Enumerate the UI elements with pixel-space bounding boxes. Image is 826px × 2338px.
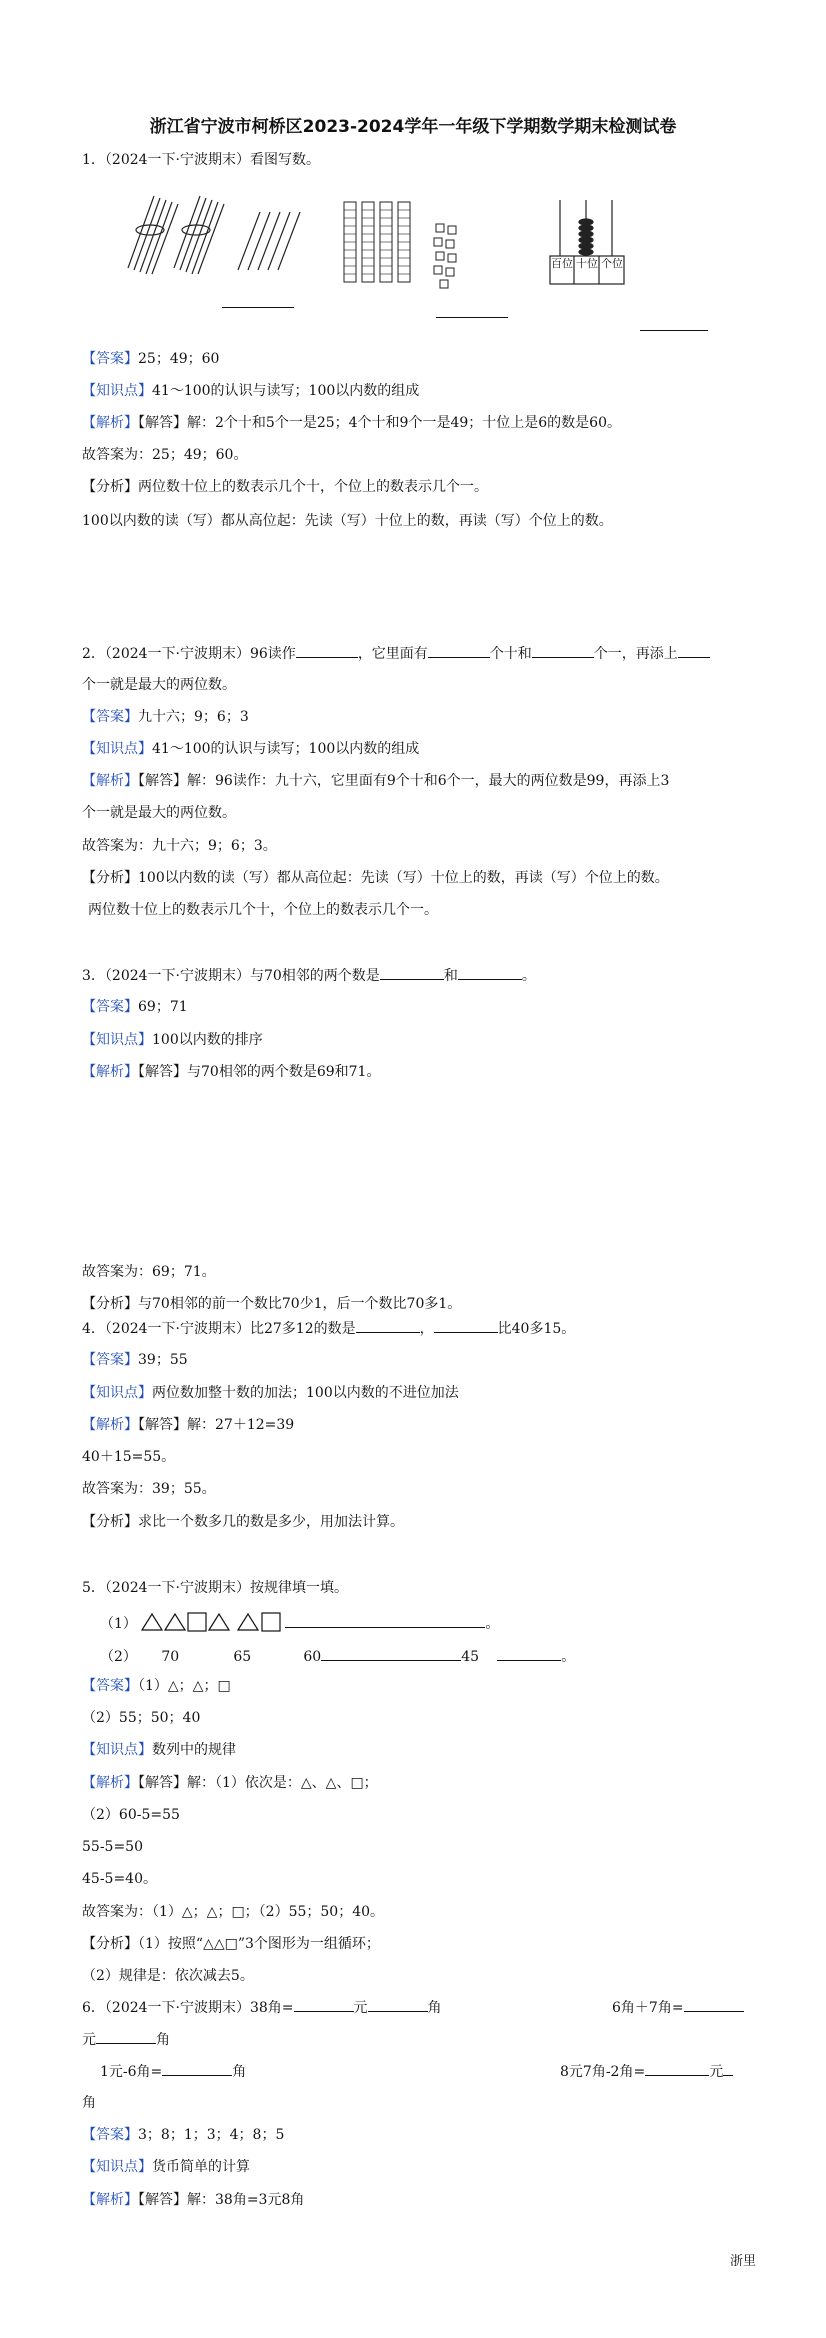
q5-solution-4: 45-5=40。 [82, 1871, 157, 1887]
q1-analysis: 【分析】两位数十位上的数表示几个十，个位上的数表示几个一。 [82, 479, 488, 495]
bundled-sticks-figure [120, 190, 320, 290]
q4-blank-2[interactable] [434, 1318, 498, 1333]
q6-answer: 【答案】3；8；1；3；4；8；5 [82, 2127, 285, 2143]
triangle-3 [209, 1614, 229, 1630]
q5-sub1-blank[interactable] [285, 1613, 485, 1628]
q1-conclusion: 故答案为：25；49；60。 [82, 447, 248, 463]
q2-stem-2: 个一就是最大的两位数。 [82, 677, 236, 693]
q3-solution: 【解析】【解答】与70相邻的两个数是69和71。 [82, 1064, 381, 1080]
q5-answer: 【答案】（1）△；△；□ [82, 1678, 231, 1694]
q1-blank-3[interactable] [640, 330, 708, 331]
stick-bundle-2 [174, 196, 224, 274]
q4-conclusion: 故答案为：39；55。 [82, 1481, 216, 1497]
q6-stem-3: 1元-6角= 角 [100, 2061, 246, 2082]
cube-rods-figure [340, 196, 490, 296]
q6-blank-2[interactable] [368, 1997, 428, 2012]
q6-blank-6[interactable] [645, 2061, 709, 2076]
q1-blank-1[interactable] [222, 307, 294, 308]
q2-knowledge: 【知识点】41～100的认识与读写；100以内数的组成 [82, 741, 420, 757]
triangle-4 [238, 1614, 258, 1630]
q6-stem-2: 元 角 [82, 2029, 170, 2050]
q2-stem: 2．（2024一下·宁波期末）96读作 ，它里面有 个十和 个一，再添上 [82, 643, 710, 664]
q6-blank-5[interactable] [162, 2061, 232, 2076]
q6-blank-4[interactable] [96, 2029, 156, 2044]
q2-blank-3[interactable] [532, 643, 594, 658]
q5-answer-2: （2）55；50；40 [82, 1710, 201, 1726]
abacus-label-hundreds: 百位 [551, 257, 573, 270]
q2-answer: 【答案】九十六；9；6；3 [82, 709, 249, 725]
q4-knowledge: 【知识点】两位数加整十数的加法；100以内数的不进位加法 [82, 1385, 459, 1401]
q1-knowledge: 【知识点】41～100的认识与读写；100以内数的组成 [82, 383, 420, 399]
single-sticks [238, 212, 300, 270]
square-2 [262, 1613, 280, 1631]
q6-stem-5: 角 [82, 2095, 96, 2111]
abacus-label-tens: 十位 [576, 257, 598, 270]
q6-stem: 6．（2024一下·宁波期末）38角= 元 角 [82, 1997, 442, 2018]
q5-sub2: （2） 70 65 60 45 。 [100, 1646, 575, 1667]
square-1 [188, 1613, 206, 1631]
q5-sub1: （1） 。 [100, 1612, 499, 1634]
q5-analysis: 【分析】（1）按照“△△□”3个图形为一组循环； [82, 1936, 380, 1952]
q4-solution-2: 40＋15=55。 [82, 1449, 176, 1465]
triangle-1 [142, 1614, 162, 1630]
q5-sub2-blank-2[interactable] [497, 1646, 561, 1661]
q6-stem-right: 6角＋7角= [612, 1997, 744, 2018]
q2-blank-1[interactable] [296, 643, 358, 658]
abacus-figure [548, 196, 628, 292]
abacus-label-ones: 个位 [601, 257, 623, 270]
q4-answer: 【答案】39；55 [82, 1352, 188, 1368]
q4-blank-1[interactable] [356, 1318, 420, 1333]
q1-blank-2[interactable] [436, 317, 508, 318]
q2-solution-2: 个一就是最大的两位数。 [82, 805, 236, 821]
q6-knowledge: 【知识点】货币简单的计算 [82, 2159, 250, 2175]
q2-conclusion: 故答案为：九十六；9；6；3。 [82, 838, 277, 854]
q3-blank-1[interactable] [380, 965, 444, 980]
q5-conclusion: 故答案为：（1）△；△；□；（2）55；50；40。 [82, 1904, 385, 1920]
q3-stem: 3．（2024一下·宁波期末）与70相邻的两个数是 和 。 [82, 965, 536, 986]
q5-solution-2: （2）60-5=55 [82, 1807, 180, 1823]
q2-blank-2[interactable] [428, 643, 490, 658]
stick-bundle-1 [128, 196, 178, 274]
q5-knowledge: 【知识点】数列中的规律 [82, 1742, 236, 1758]
page-footer: 浙里 [729, 2254, 756, 2269]
q6-stem-4: 8元7角-2角= 元 [560, 2061, 733, 2082]
q2-analysis-2: 两位数十位上的数表示几个十，个位上的数表示几个一。 [88, 902, 438, 918]
q5-stem: 5．（2024一下·宁波期末）按规律填一填。 [82, 1580, 348, 1596]
shape-sequence-2 [237, 1612, 285, 1632]
q3-blank-2[interactable] [458, 965, 522, 980]
q2-blank-4[interactable] [678, 643, 710, 658]
q6-blank-1[interactable] [294, 1997, 354, 2012]
q1-extra: 100以内数的读（写）都从高位起：先读（写）十位上的数，再读（写）个位上的数。 [82, 513, 613, 529]
q6-solution: 【解析】【解答】解：38角=3元8角 [82, 2192, 305, 2208]
q6-blank-3[interactable] [684, 1997, 744, 2012]
q1-solution: 【解析】【解答】解：2个十和5个一是25；4个十和9个一是49；十位上是6的数是60。 [82, 415, 621, 431]
page-title: 浙江省宁波市柯桥区2023-2024学年一年级下学期数学期末检测试卷 [149, 117, 677, 137]
q5-sub2-blank-1[interactable] [321, 1646, 461, 1661]
q3-analysis: 【分析】与70相邻的前一个数比70少1，后一个数比70多1。 [82, 1296, 462, 1312]
q5-solution: 【解析】【解答】解：（1）依次是：△、△、□； [82, 1775, 378, 1791]
shape-sequence [141, 1612, 237, 1632]
q6-blank-7[interactable] [723, 2061, 733, 2076]
q1-stem: 1．（2024一下·宁波期末）看图写数。 [82, 152, 320, 168]
q3-knowledge: 【知识点】100以内数的排序 [82, 1032, 263, 1048]
q2-analysis: 【分析】100以内数的读（写）都从高位起：先读（写）十位上的数，再读（写）个位上的数。 [82, 870, 669, 886]
q5-solution-3: 55-5=50 [82, 1839, 143, 1855]
q3-conclusion: 故答案为：69；71。 [82, 1264, 216, 1280]
q1-answer: 【答案】25；49；60 [82, 351, 220, 367]
q5-analysis-2: （2）规律是：依次减去5。 [82, 1968, 254, 1984]
q4-analysis: 【分析】求比一个数多几的数是多少，用加法计算。 [82, 1514, 404, 1530]
triangle-2 [165, 1614, 185, 1630]
q4-stem: 4．（2024一下·宁波期末）比27多12的数是 ， 比40多15。 [82, 1318, 575, 1339]
q2-solution: 【解析】【解答】解：96读作：九十六，它里面有9个十和6个一，最大的两位数是99，再添上3 [82, 773, 670, 789]
q4-solution: 【解析】【解答】解：27＋12=39 [82, 1417, 295, 1433]
q3-answer: 【答案】69；71 [82, 999, 188, 1015]
